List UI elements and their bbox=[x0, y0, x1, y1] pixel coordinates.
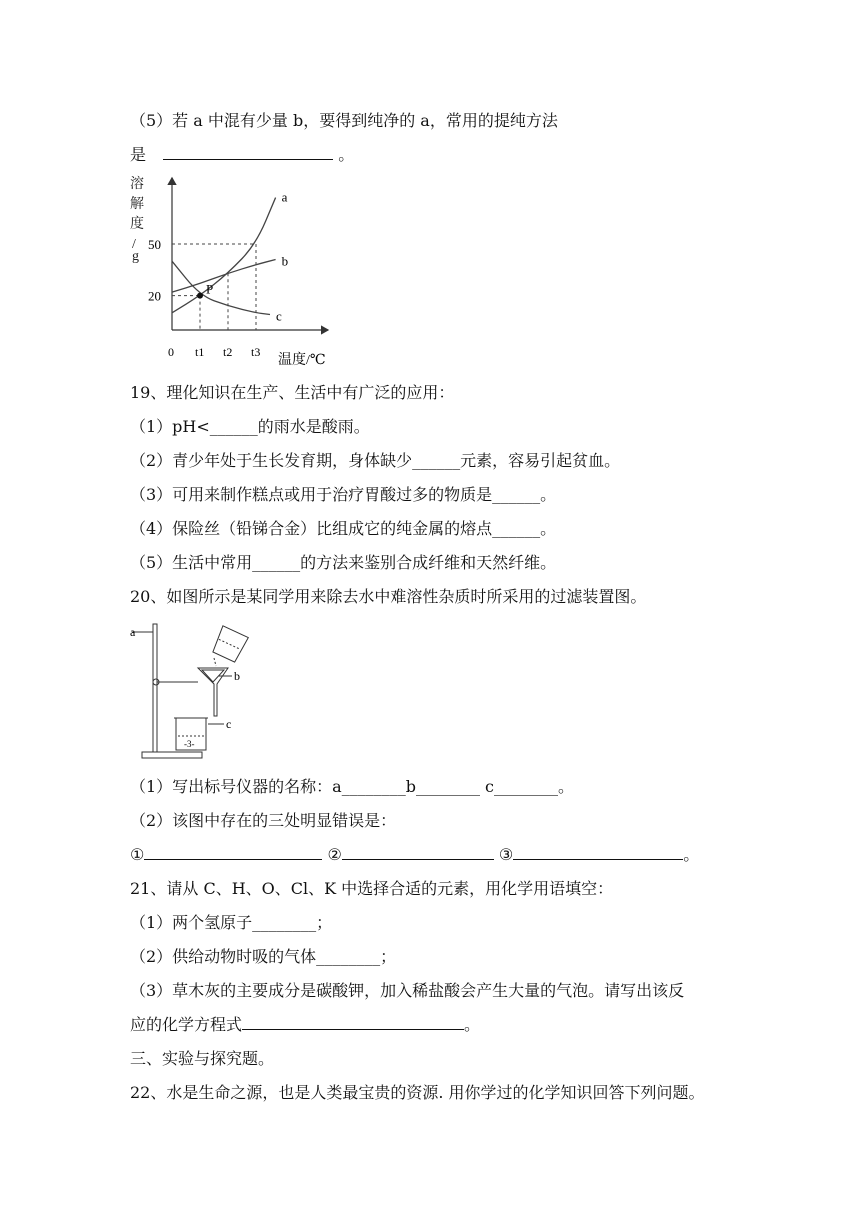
q21-part2: （2）供给动物时吸的气体________； bbox=[130, 947, 397, 966]
svg-text:-3-: -3- bbox=[184, 739, 195, 749]
x-tick-t1: t1 bbox=[195, 345, 205, 359]
curve-a bbox=[172, 198, 276, 313]
q19-part5: （5）生活中常用______的方法来鉴别合成纤维和天然纤维。 bbox=[130, 553, 557, 572]
q20-errors bbox=[130, 844, 699, 866]
q20-part2: （2）该图中存在的三处明显错误是： bbox=[130, 811, 397, 830]
filtration-apparatus-figure bbox=[128, 620, 258, 765]
q18-part5-line2 bbox=[130, 144, 354, 166]
svg-text:a: a bbox=[130, 625, 136, 639]
q21-part3-line1: （3）草木灰的主要成分是碳酸钾，加入稀盐酸会产生大量的气泡。请写出该反 bbox=[130, 981, 685, 1000]
answer-blank-2[interactable] bbox=[342, 845, 494, 860]
q18-part5-prefix: 是 bbox=[130, 145, 147, 164]
answer-blank[interactable] bbox=[163, 145, 333, 160]
q21-part3-suffix: 。 bbox=[464, 1015, 481, 1034]
q18-part5-line1: （5）若 a 中混有少量 b，要得到纯净的 a，常用的提纯方法 bbox=[130, 111, 558, 130]
section3-title: 三、实验与探究题。 bbox=[130, 1049, 275, 1068]
error-marker-3: ③ bbox=[498, 845, 514, 864]
q21-title: 21、请从 C、H、O、Cl、K 中选择合适的元素，用化学用语填空： bbox=[130, 879, 614, 898]
q19-part2: （2）青少年处于生长发育期，身体缺少______元素，容易引起贫血。 bbox=[130, 451, 621, 470]
x-tick-0: 0 bbox=[168, 345, 174, 359]
series-label-b: b bbox=[281, 253, 289, 269]
y-axis-label: 溶解度/ g bbox=[130, 177, 144, 264]
q19-part3: （3）可用来制作糕点或用于治疗胃酸过多的物质是______。 bbox=[130, 485, 557, 504]
answer-blank-3[interactable] bbox=[513, 845, 683, 860]
q20-part1: （1）写出标号仪器的名称：a________b________ c________。 bbox=[130, 777, 575, 796]
q18-part5-suffix: 。 bbox=[338, 145, 355, 164]
q22-title: 22、水是生命之源，也是人类最宝贵的资源. 用你学过的化学知识回答下列问题。 bbox=[130, 1083, 705, 1102]
error-marker-1: ① bbox=[130, 845, 145, 864]
q21-part3-prefix: 应的化学方程式 bbox=[130, 1015, 243, 1034]
errors-end: 。 bbox=[683, 845, 700, 864]
error-marker-2: ② bbox=[327, 845, 342, 864]
q19-part1: （1）pH<______的雨水是酸雨。 bbox=[130, 417, 370, 436]
x-tick-t2: t2 bbox=[223, 345, 233, 359]
y-tick-20: 20 bbox=[148, 288, 161, 304]
answer-blank-1[interactable] bbox=[144, 845, 322, 860]
solubility-chart bbox=[128, 172, 348, 372]
svg-text:c: c bbox=[226, 717, 232, 731]
q20-title: 20、如图所示是某同学用来除去水中难溶性杂质时所采用的过滤装置图。 bbox=[130, 587, 647, 606]
x-axis-label: 温度/℃ bbox=[278, 353, 326, 368]
q19-part4: （4）保险丝（铅锑合金）比组成它的纯金属的熔点______。 bbox=[130, 519, 557, 538]
x-tick-t3: t3 bbox=[251, 345, 261, 359]
y-tick-50: 50 bbox=[148, 237, 161, 252]
equation-blank[interactable] bbox=[242, 1015, 464, 1030]
q19-title: 19、理化知识在生产、生活中有广泛的应用： bbox=[130, 383, 455, 402]
q21-part3-line2 bbox=[130, 1014, 480, 1036]
q21-part1: （1）两个氢原子________； bbox=[130, 913, 333, 932]
svg-text:b: b bbox=[234, 669, 240, 683]
series-label-c: c bbox=[276, 308, 282, 324]
point-p bbox=[197, 293, 203, 299]
point-p-label: P bbox=[206, 281, 214, 297]
series-label-a: a bbox=[281, 189, 288, 205]
